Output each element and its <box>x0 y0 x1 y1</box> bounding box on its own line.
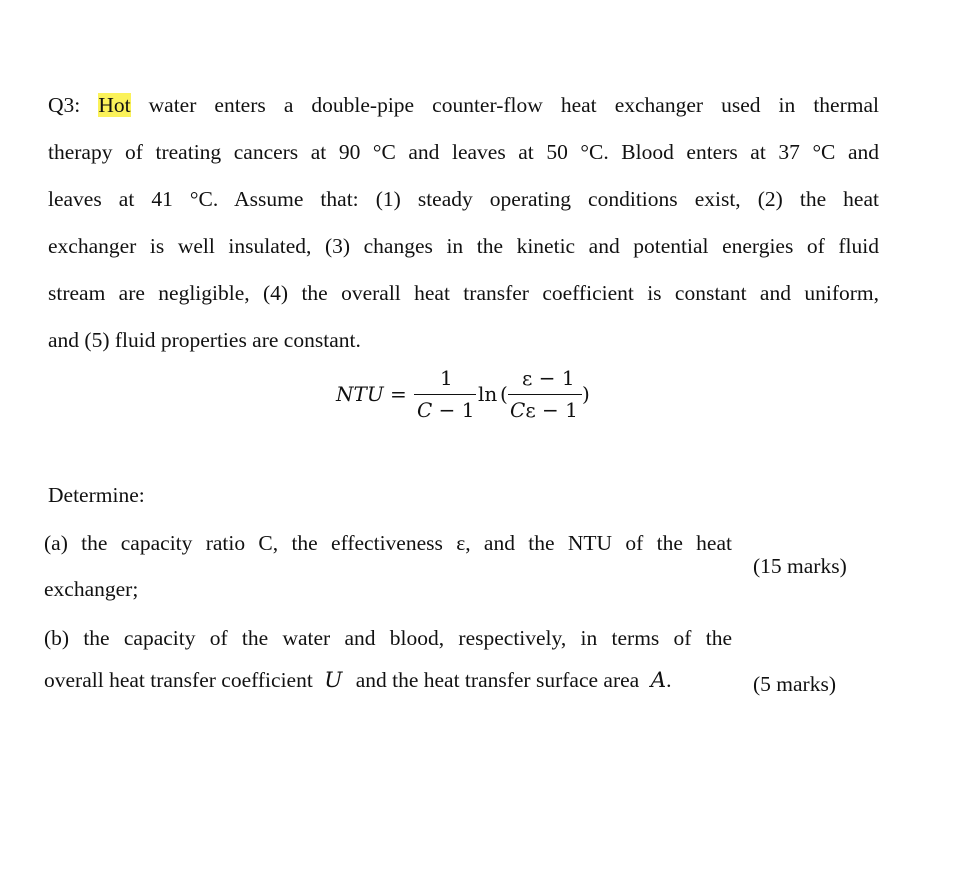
part-b-line-2-pre: overall heat transfer coefficient <box>44 668 319 692</box>
determine-heading: Determine: <box>48 483 145 507</box>
variable-u: U <box>324 668 343 693</box>
part-a-line-2: exchanger; <box>44 577 139 601</box>
part-b-line-1: (b) the capacity of the water and blood, respectively, in terms of the <box>44 626 732 650</box>
part-b-line-2 <box>44 666 732 695</box>
part-b-line-2-mid: and the heat transfer surface area <box>350 668 645 692</box>
fraction-2-bar <box>508 394 582 395</box>
fraction-2-numerator: ε − 1 <box>522 366 575 390</box>
question-line-5: stream are negligible, (4) the overall heat transfer coefficient is constant and uniform, <box>48 281 879 305</box>
formula-lhs: NTU <box>336 382 384 406</box>
ntu-formula <box>336 365 606 425</box>
part-a-line-1: (a) the capacity ratio C, the effectiveness ε, and the NTU of the heat <box>44 531 732 555</box>
variable-a: A <box>650 668 667 693</box>
question-line-4: exchanger is well insulated, (3) changes in the kinetic and potential energies of fluid <box>48 234 879 258</box>
formula-equals: = <box>390 382 407 406</box>
part-a-marks: (15 marks) <box>753 554 847 578</box>
question-line-6: and (5) fluid properties are constant. <box>48 328 361 352</box>
question-label: Q3: <box>48 93 81 117</box>
fraction-1-denominator: C − 1 <box>417 398 475 422</box>
highlighted-word: Hot <box>98 93 131 117</box>
formula-close-paren: ) <box>582 382 590 406</box>
part-b-marks: (5 marks) <box>753 672 836 696</box>
formula-ln: ln <box>478 382 498 406</box>
question-line-1 <box>48 91 879 119</box>
fraction-2-denominator: Cε − 1 <box>510 398 578 422</box>
fraction-1-numerator: 1 <box>440 366 453 390</box>
formula-open-paren: ( <box>500 382 508 406</box>
question-line-2: therapy of treating cancers at 90 °C and leaves at 50 °C. Blood enters at 37 °C and <box>48 140 879 164</box>
question-line-1-text: water enters a double-pipe counter-flow heat exchanger used in thermal <box>130 93 879 117</box>
fraction-1-bar <box>414 394 476 395</box>
part-b-line-2-end: . <box>666 668 672 692</box>
question-line-3: leaves at 41 °C. Assume that: (1) steady operating conditions exist, (2) the heat <box>48 187 879 211</box>
